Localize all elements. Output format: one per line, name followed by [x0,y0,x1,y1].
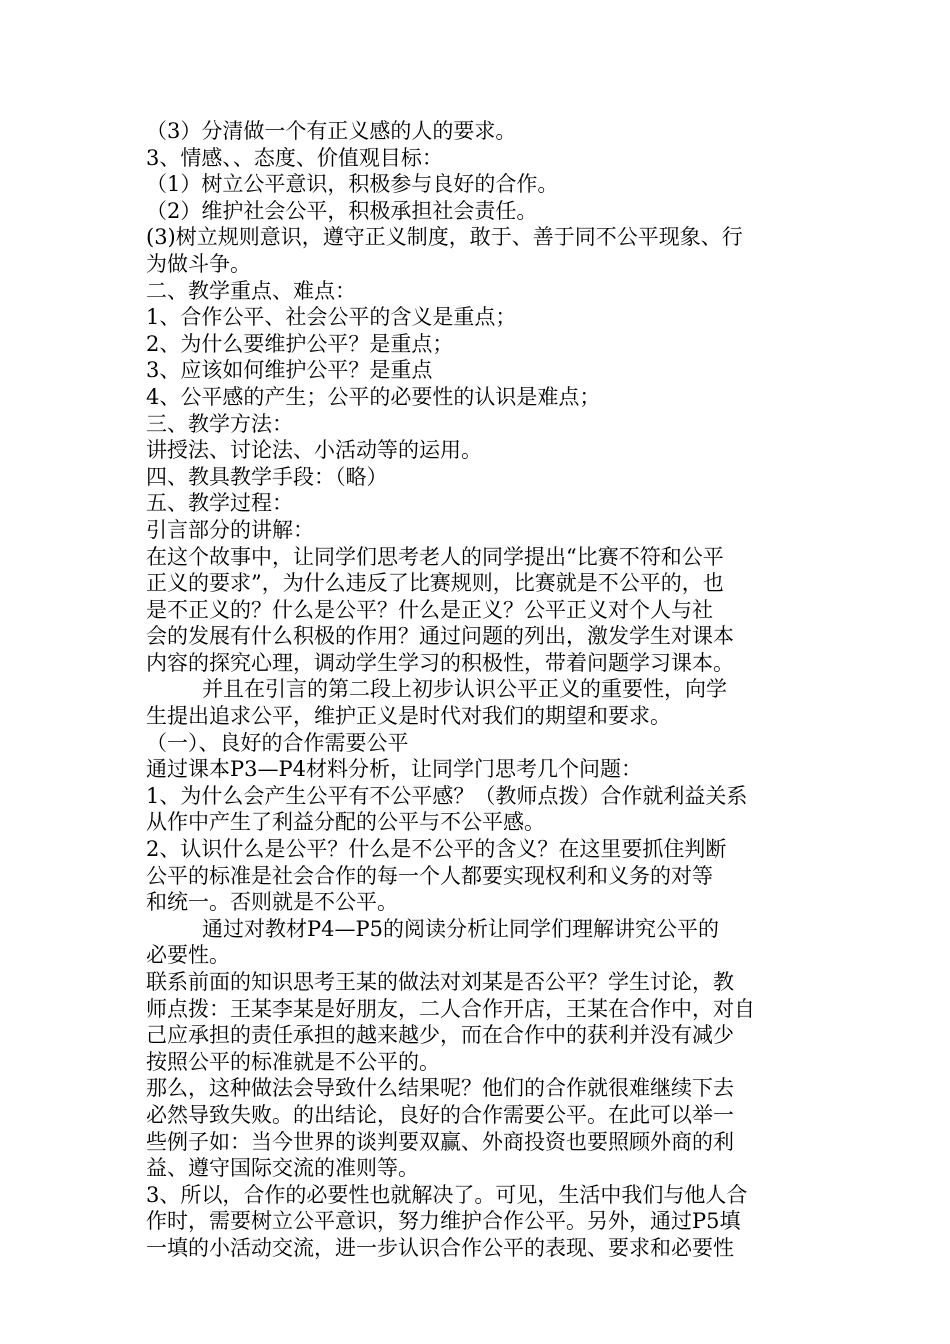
text-line: 必然导致失败。的出结论，良好的合作需要公平。在此可以举一 [146,1102,734,1127]
text-line: 己应承担的责任承担的越来越少，而在合作中的获利并没有减少 [146,1023,734,1048]
section-heading: 三、教学方法： [146,411,293,436]
text-line: （2）维护社会公平，积极承担社会责任。 [146,198,538,223]
text-line: 内容的探究心理，调动学生学习的积极性，带着问题学习课本。 [146,650,734,675]
text-line: 一填的小活动交流，进一步认识合作公平的表现、要求和必要性 [146,1235,734,1260]
section-heading: 二、教学重点、难点： [146,278,356,303]
text-line: 4、公平感的产生；公平的必要性的认识是难点； [146,384,601,409]
text-line: （1）树立公平意识，积极参与良好的合作。 [146,172,559,197]
text-line: 讲授法、讨论法、小活动等的运用。 [146,438,482,463]
text-line: 3、情感、、态度、价值观目标： [146,145,443,170]
text-line: 正义的要求”，为什么违反了比赛规则，比赛就是不公平的，也 [146,571,724,596]
document-body [146,118,806,1262]
text-line: (3)树立规则意识，遵守正义制度，敢于、善于同不公平现象、行 [146,225,743,250]
text-line: 通过课本P3—P4材料分析，让同学门思考几个问题： [146,757,642,782]
text-line: 3、所以，合作的必要性也就解决了。可见，生活中我们与他人合 [146,1182,748,1207]
text-line: （3）分清做一个有正义感的人的要求。 [146,119,517,143]
text-line: 是不正义的？什么是公平？什么是正义？公平正义对个人与社 [146,597,713,622]
text-line: 些例子如：当今世界的谈判要双赢、外商投资也要照顾外商的利 [146,1129,734,1154]
text-line: 通过对教材P4—P5的阅读分析让同学们理解讲究公平的 [202,916,719,941]
text-line: 1、为什么会产生公平有不公平感？（教师点拨）合作就利益关系 [146,783,748,808]
text-line: 会的发展有什么积极的作用？通过问题的列出，激发学生对课本 [146,624,734,649]
text-line: 在这个故事中，让同学们思考老人的同学提出“比赛不符和公平 [146,544,724,569]
text-line: 引言部分的讲解： [146,517,314,542]
text-line: 师点拨：王某李某是好朋友，二人合作开店，王某在合作中，对自 [146,996,755,1021]
text-line: 按照公平的标准就是不公平的。 [146,1049,440,1074]
text-line: 必要性。 [146,943,230,968]
text-line: 从作中产生了利益分配的公平与不公平感。 [146,810,545,835]
section-heading: 四、教具教学手段：（略） [146,464,388,489]
text-line: 那么，这种做法会导致什么结果呢？他们的合作就很难继续下去 [146,1076,734,1101]
text-line: 2、为什么要维护公平？是重点； [146,331,454,356]
text-line: 并且在引言的第二段上初步认识公平正义的重要性，向学 [202,677,727,702]
text-line: 公平的标准是社会合作的每一个人都要实现权利和义务的对等 [146,863,713,888]
text-line: 作时，需要树立公平意识，努力维护合作公平。另外，通过P5填 [146,1209,741,1234]
text-line: 1、合作公平、社会公平的含义是重点； [146,305,517,330]
text-line: 为做斗争。 [146,251,251,276]
text-line: 生提出追求公平，维护正义是时代对我们的期望和要求。 [146,704,671,729]
text-line: 3、应该如何维护公平？是重点 [146,358,433,383]
text-line: 和统一。否则就是不公平。 [146,890,398,915]
section-heading: （一）、良好的合作需要公平 [146,730,409,755]
section-heading: 五、教学过程： [146,491,293,516]
text-line: 2、认识什么是公平？什么是不公平的含义？在这里要抓住判断 [146,837,727,862]
text-line: 益、遵守国际交流的准则等。 [146,1156,419,1181]
text-line: 联系前面的知识思考王某的做法对刘某是否公平？学生讨论，教 [146,970,734,994]
